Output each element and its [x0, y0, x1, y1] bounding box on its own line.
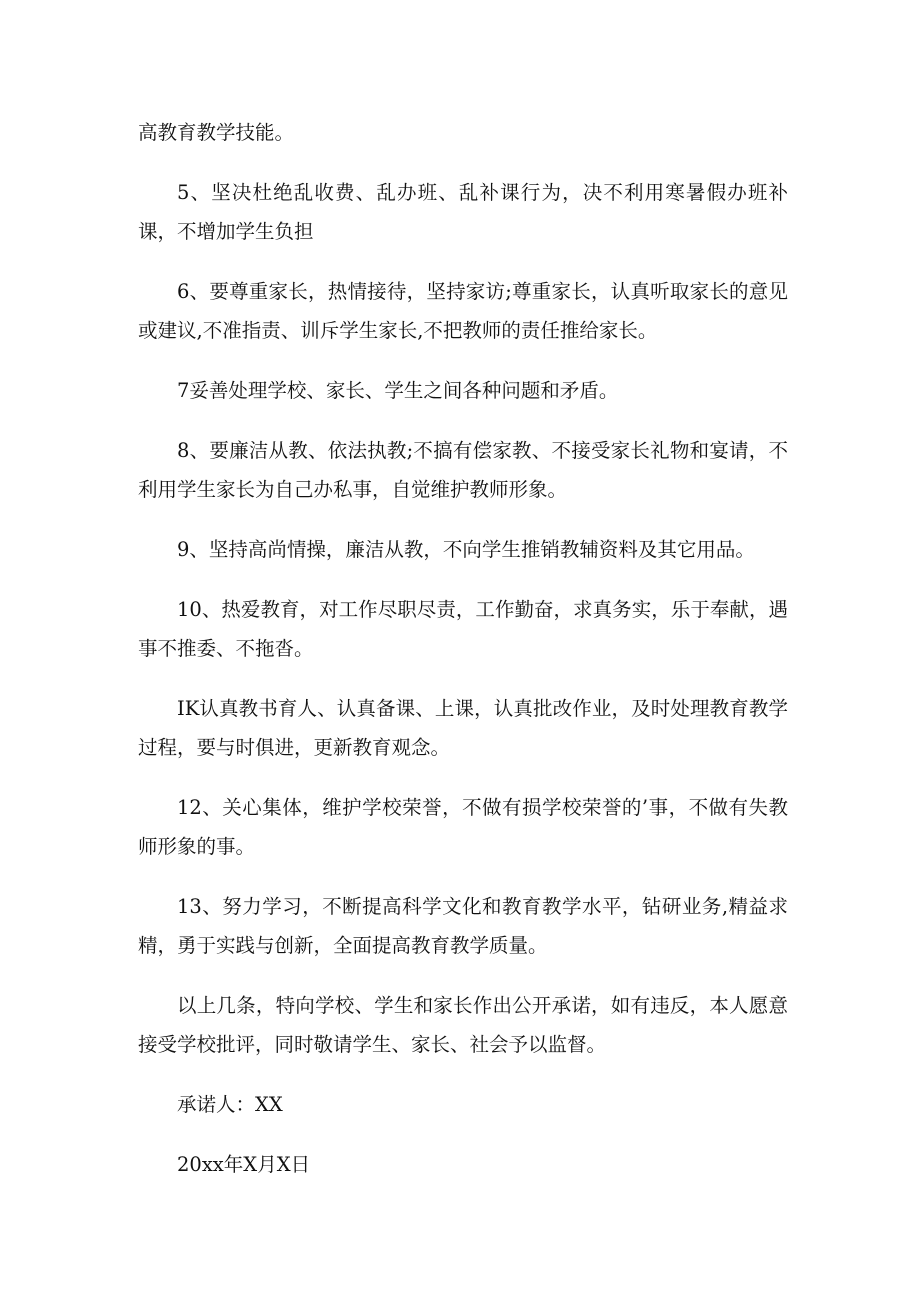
paragraph-item-13: 13、努力学习，不断提高科学文化和教育教学水平，钻研业务,精益求精，勇于实践与创新，全面提高教育教学质量。	[138, 895, 788, 957]
paragraph-item-11: IK认真教书育人、认真备课、上课，认真批改作业，及时处理教育教学过程，要与时俱进，更新教育观念。	[138, 697, 788, 759]
document-body	[138, 113, 788, 1205]
paragraph-item-7: 7妥善处理学校、家长、学生之间各种问题和矛盾。	[177, 379, 619, 402]
date-line: 20xx年X月X日	[177, 1153, 311, 1176]
paragraph-item-5: 5、坚决杜绝乱收费、乱办班、乱补课行为，决不利用寒暑假办班补课，不增加学生负担	[138, 181, 788, 243]
paragraph-item-9: 9、坚持高尚情操，廉洁从教，不向学生推销教辅资料及其它用品。	[177, 538, 755, 561]
signature-line: 承诺人：XX	[177, 1093, 283, 1116]
paragraph-item-8: 8、要廉洁从教、依法执教;不搞有偿家教、不接受家长礼物和宴请，不利用学生家长为自己办私事，自觉维护教师形象。	[138, 439, 788, 501]
paragraph-continuation: 高教育教学技能。	[138, 121, 295, 144]
paragraph-item-10: 10、热爱教育，对工作尽职尽责，工作勤奋，求真务实，乐于奉献，遇事不推委、不拖沓。	[138, 598, 788, 660]
paragraph-item-6: 6、要尊重家长，热情接待，坚持家访;尊重家长，认真听取家长的意见或建议,不准指责、训斥学生家长,不把教师的责任推给家长。	[138, 280, 788, 342]
paragraph-closing: 以上几条，特向学校、学生和家长作出公开承诺，如有违反，本人愿意接受学校批评，同时敬请学生、家长、社会予以监督。	[138, 994, 788, 1056]
paragraph-item-12: 12、关心集体，维护学校荣誉，不做有损学校荣誉的’事，不做有失教师形象的事。	[138, 796, 788, 858]
